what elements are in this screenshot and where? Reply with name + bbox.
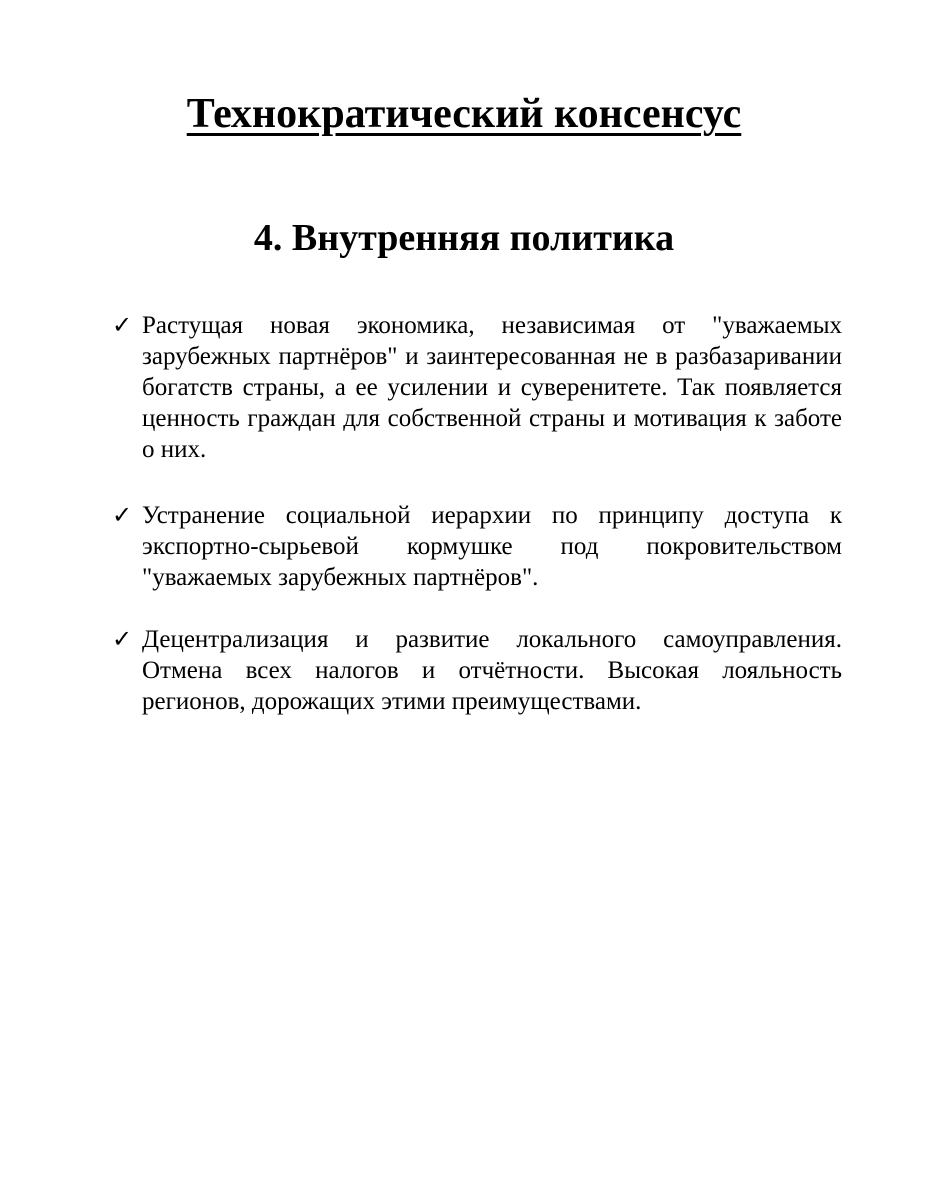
bullet-text: Растущая новая экономика, независимая от "уважаемых зарубежных партнёров" и заинтересованная не в разбазаривании богатств страны, а ее усилении и суверенитете. Так появляется ценность граждан для собственной страны и мотивация к заботе о них. xyxy=(142,312,842,463)
list-item xyxy=(112,500,842,593)
section-title: 4. Внутренняя политика xyxy=(253,217,675,259)
checkmark-icon: ✓ xyxy=(112,501,133,529)
list-item xyxy=(112,310,842,465)
checkmark-icon: ✓ xyxy=(112,311,133,339)
document-title: Технократический консенсус xyxy=(186,91,742,137)
checkmark-icon: ✓ xyxy=(112,625,133,653)
list-item xyxy=(112,624,842,717)
bullet-text: Децентрализация и развитие локального самоуправления. Отмена всех налогов и отчётности. Высокая лояльность регионов, дорожащих этими преимуществами. xyxy=(142,626,842,715)
bullet-text: Устранение социальной иерархии по принципу доступа к экспортно-сырьевой кормушке под покровительством "уважаемых зарубежных партнёров". xyxy=(142,502,842,591)
